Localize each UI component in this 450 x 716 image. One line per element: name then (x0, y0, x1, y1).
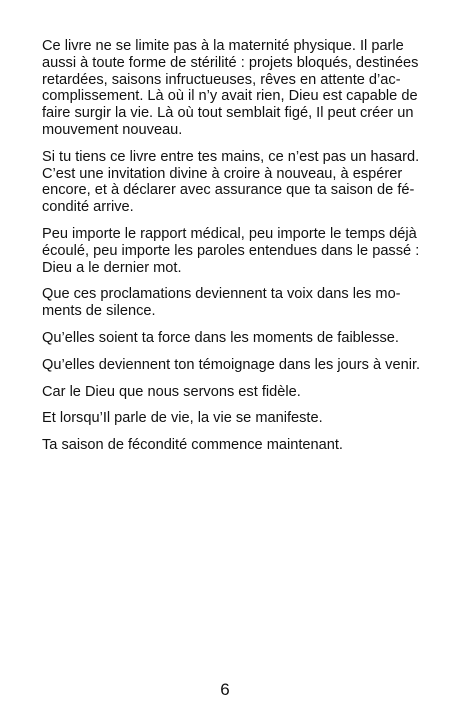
text-line: Dieu a le dernier mot. (42, 259, 182, 276)
text-line: Et lorsqu’Il parle de vie, la vie se manifeste. (42, 410, 323, 427)
text-line: Ta saison de fécondité commence maintenant. (42, 437, 343, 454)
page-number: 6 (220, 680, 230, 699)
paragraph-8 (42, 410, 414, 427)
text-line: encore, et à déclarer avec assurance que ta saison de fé- (42, 182, 415, 199)
text-line: écoulé, peu importe les paroles entendues dans le passé : (42, 242, 420, 259)
text-line: Ce livre ne se limite pas à la maternité physique. Il parle (42, 38, 404, 54)
text-line: mouvement nouveau. (42, 121, 183, 138)
paragraph-5 (42, 330, 414, 347)
text-line: condité arrive. (42, 199, 134, 216)
text-line: Que ces proclamations deviennent ta voix dans les mo- (42, 286, 401, 303)
text-line: Car le Dieu que nous servons est fidèle. (42, 383, 301, 400)
paragraph-6 (42, 356, 421, 374)
text-line: aussi à toute forme de stérilité : projets bloqués, destinées (42, 54, 419, 71)
body-text (42, 38, 421, 464)
text-line: ments de silence. (42, 303, 156, 320)
text-line: Qu’elles deviennent ton témoignage dans les jours à venir. (42, 356, 421, 373)
text-line: Si tu tiens ce livre entre tes mains, ce n’est pas un hasard. (42, 148, 420, 165)
text-line: Peu importe le rapport médical, peu importe le temps déjà (42, 225, 417, 242)
paragraph-1 (42, 38, 419, 139)
text-line: retardées, saisons infructueuses, rêves en attente d’ac- (42, 71, 401, 88)
paragraph-9 (42, 437, 414, 454)
text-line: complissement. Là où il n’y avait rien, Dieu est capable de (42, 88, 418, 105)
text-line: C’est une invitation divine à croire à nouveau, à espérer (42, 165, 403, 182)
paragraph-4 (42, 286, 414, 320)
paragraph-2 (42, 148, 420, 216)
paragraph-7 (42, 384, 414, 401)
text-line: faire surgir la vie. Là où tout semblait figé, Il peut créer un (42, 105, 414, 122)
text-line: Qu’elles soient ta force dans les moments de faiblesse. (42, 329, 399, 346)
paragraph-3 (42, 225, 420, 276)
